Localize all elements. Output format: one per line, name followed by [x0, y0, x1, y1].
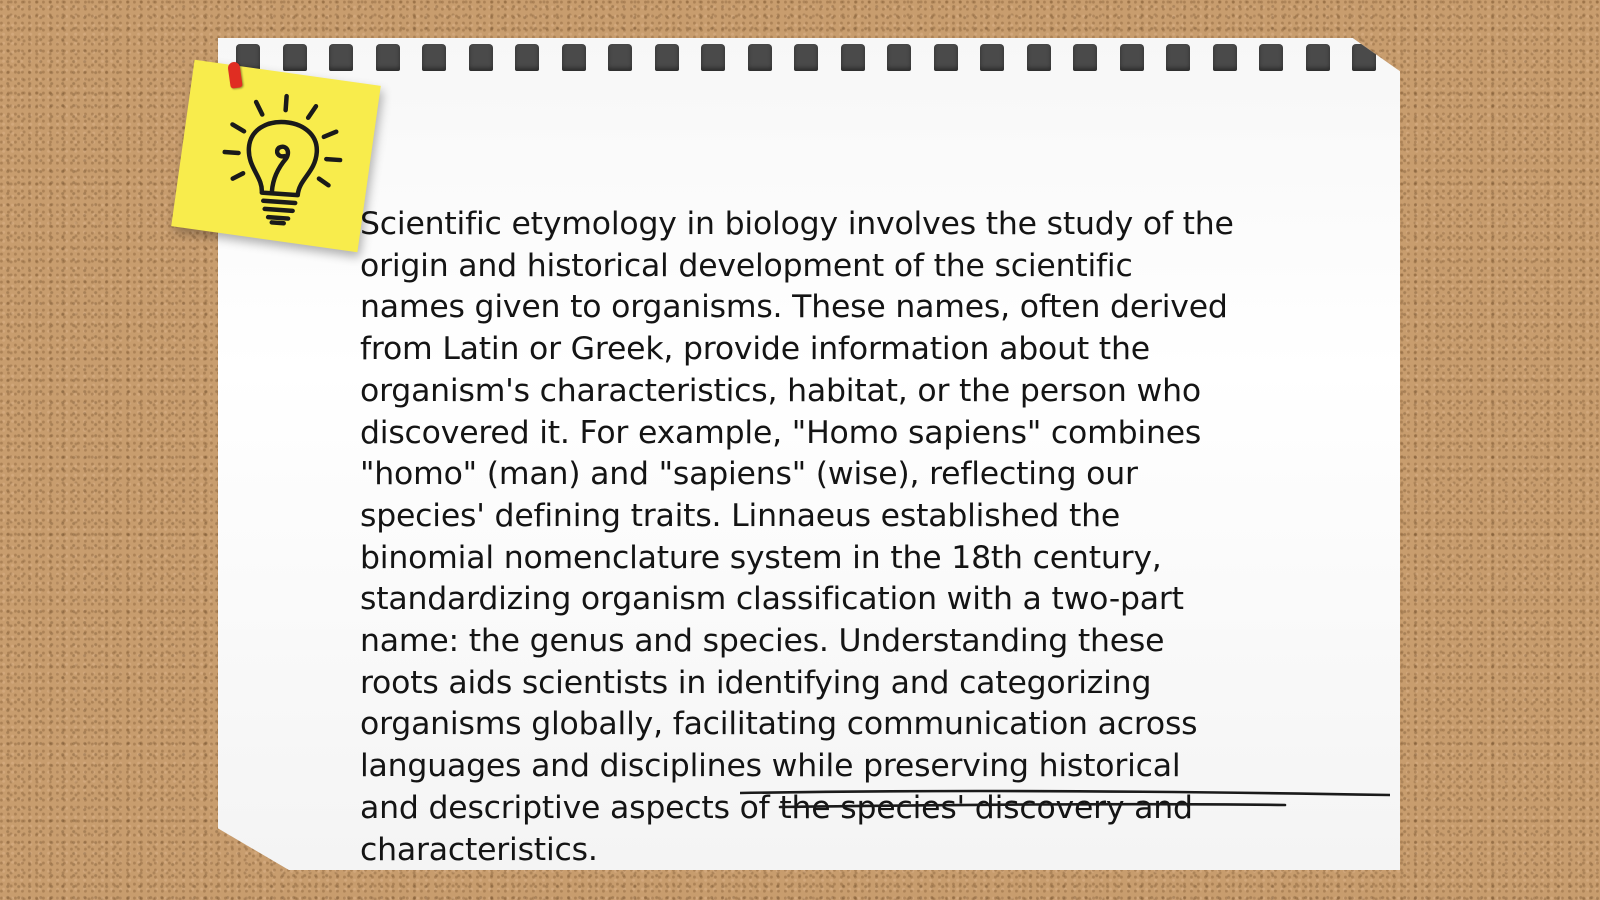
note-body-text: Scientific etymology in biology involves the study of the origin and historical development of the scientific names given to organisms. These names, often derived from Latin or Greek, provide information about the organism's characteristics, habitat, or the person who discovered it. For example, "Homo sapiens" combines "homo" (man) and "sapiens" (wise), reflecting our species' defining traits. Linnaeus established the binomial nomenclature system in the 18th century, standardizing organism classification with a two-part name: the genus and species. Understanding these roots aids scientists in identifying and categorizing organisms globally, facilitating communication across languages and disciplines while preserving historical and descriptive aspects of the species' discovery and characteristics. [360, 206, 1234, 868]
lightbulb-icon [217, 88, 346, 236]
binding-holes [236, 44, 1376, 78]
pen-strike-lines [740, 785, 1390, 825]
